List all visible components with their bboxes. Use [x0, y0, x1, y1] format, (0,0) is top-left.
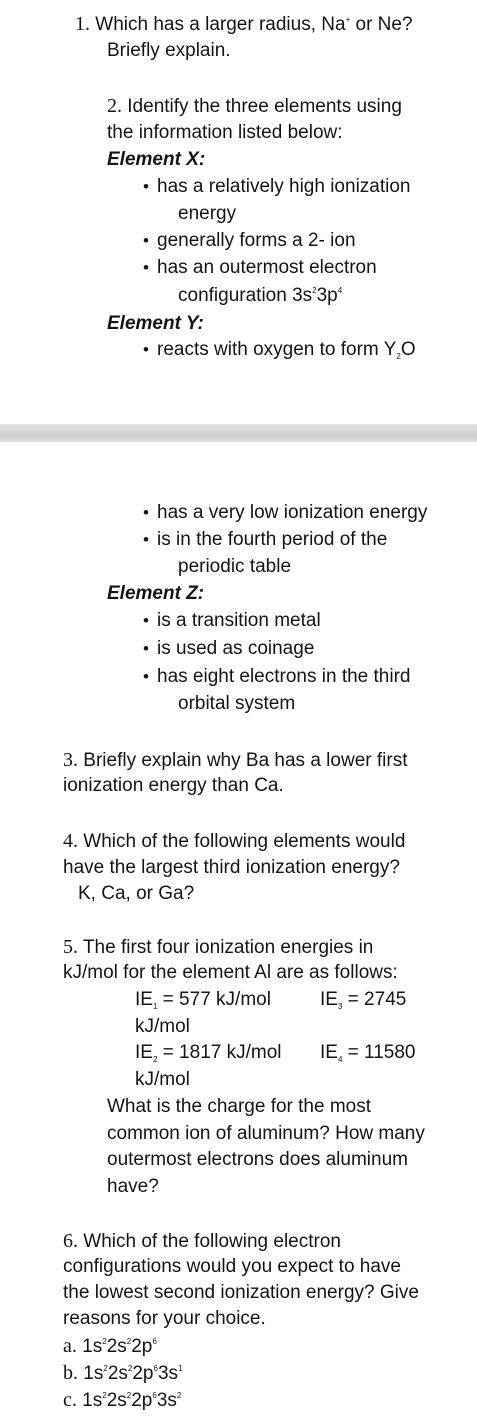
bullet-icon: • [143, 231, 149, 250]
element-z-bullet-2: • is used as coinage [143, 638, 315, 659]
bullet-icon: • [143, 639, 149, 658]
q4-line-1: 4. Which of the following elements would [63, 830, 406, 852]
element-x-bullet-2: • generally forms a 2- ion [143, 230, 356, 251]
bullet-icon: • [143, 611, 149, 630]
choice-b: b. $1s^22s^22p^63s^1$ [63, 1362, 183, 1384]
q2-line-1: 2. Identify the three elements using [107, 95, 402, 117]
element-x-bullet-3-cont: configuration $3s^23p^4$ [178, 285, 343, 306]
q6-line-4: reasons for your choice. [63, 1308, 266, 1329]
ie4-value: $IE_4 = 11580$ [320, 1042, 416, 1064]
element-x-bullet-1-cont: energy [178, 203, 237, 224]
element-y-bullet-1: • reacts with oxygen to form $Y_2O$ [143, 339, 416, 361]
bullet-icon: • [143, 530, 149, 549]
q6-line-1: 6. Which of the following electron [63, 1230, 341, 1252]
choice-c: c. $1s^22s^22p^63s^2$ [63, 1389, 182, 1411]
bullet-icon: • [143, 503, 149, 522]
ie-unit-1: kJ/mol [135, 1016, 190, 1037]
q4-number: 4. [63, 830, 78, 852]
q6-line-2: configurations would you expect to have [63, 1256, 401, 1277]
q5-line-2: kJ/mol for the element Al are as follows: [63, 962, 398, 983]
ie1-value: $IE_1 = 577$ kJ/mol [135, 989, 271, 1011]
element-y-heading: Element Y: [107, 313, 204, 334]
choice-a-label: a. [63, 1335, 77, 1357]
element-x-bullet-1: • has a relatively high ionization [143, 176, 411, 197]
q6-line-3: the lowest second ionization energy? Give [63, 1282, 419, 1303]
ie3-value: $IE_3 = 2745$ [320, 989, 407, 1011]
bullet-icon: • [143, 177, 149, 196]
q5-ask-2: common ion of aluminum? How many [107, 1123, 425, 1144]
q5-number: 5. [63, 936, 78, 958]
element-x-heading: Element X: [107, 149, 206, 170]
ie2-value: $IE_2 = 1817$ kJ/mol [135, 1042, 282, 1064]
element-y-bullet-2: • has a very low ionization energy [143, 502, 428, 523]
bullet-icon: • [143, 667, 149, 686]
q5-ask-1: What is the charge for the most [107, 1096, 372, 1117]
element-x-bullet-3: • has an outermost electron [143, 257, 377, 278]
q1-number: 1. [75, 13, 90, 35]
choice-c-label: c. [63, 1389, 77, 1411]
q5-line-1: 5. The first four ionization energies in [63, 936, 374, 958]
q2-number: 2. [107, 95, 122, 117]
q5-ask-3: outermost electrons does aluminum [107, 1149, 408, 1170]
q2-line-2: the information listed below: [107, 122, 343, 143]
element-z-bullet-3-cont: orbital system [178, 693, 296, 714]
q4-line-2: have the largest third ionization energy? [63, 857, 400, 878]
element-y-bullet-3-cont: periodic table [178, 556, 292, 577]
choice-b-label: b. [63, 1362, 78, 1384]
q4-line-3: K, Ca, or Ga? [78, 883, 195, 904]
element-y-bullet-3: • is in the fourth period of the [143, 529, 388, 550]
page-divider [0, 424, 477, 442]
q6-number: 6. [63, 1230, 78, 1252]
bullet-icon: • [143, 340, 149, 359]
element-z-bullet-3: • has eight electrons in the third [143, 666, 411, 687]
q3-line-2: ionization energy than Ca. [63, 775, 284, 796]
q3-line-1: 3. Briefly explain why Ba has a lower first [63, 749, 408, 771]
q5-ask-4: have? [107, 1176, 159, 1197]
q1-line-1: 1. Which has a larger radius, Na+ or Ne? [75, 13, 413, 35]
q3-number: 3. [63, 749, 78, 771]
bullet-icon: • [143, 258, 149, 277]
element-z-bullet-1: • is a transition metal [143, 610, 321, 631]
element-z-heading: Element Z: [107, 583, 205, 604]
choice-a: a. $1s^22s^22p^6$ [63, 1335, 157, 1357]
q1-line-2: Briefly explain. [107, 40, 231, 61]
ie-unit-2: kJ/mol [135, 1069, 190, 1090]
